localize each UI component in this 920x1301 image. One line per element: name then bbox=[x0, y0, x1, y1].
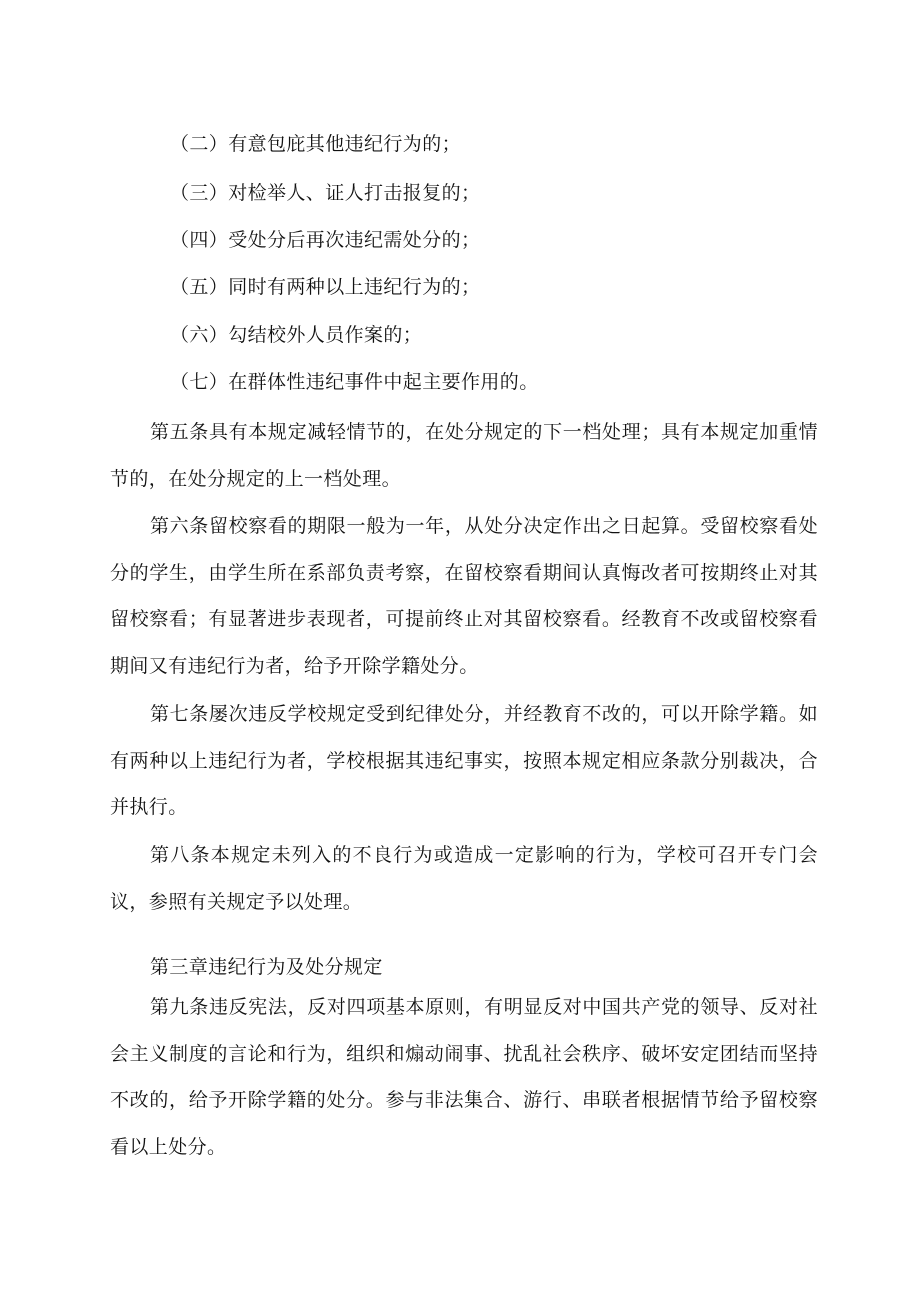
article-8-paragraph: 第八条本规定未列入的不良行为或造成一定影响的行为，学校可召开专门会议，参照有关规定予以处理。 bbox=[110, 844, 818, 913]
article-9-paragraph: 第九条违反宪法，反对四项基本原则，有明显反对中国共产党的领导、反对社会主义制度的言论和行为，组织和煽动闹事、扰乱社会秩序、破坏安定团结而坚持不改的，给予开除学籍的处分。参与非法集合、游行、串联者根据情节给予留校察看以上处分。 bbox=[110, 996, 818, 1158]
list-item: （三）对检举人、证人打击报复的； bbox=[170, 182, 481, 204]
list-item: （六）勾结校外人员作案的； bbox=[170, 324, 423, 346]
list-item: （七）在群体性违纪事件中起主要作用的。 bbox=[170, 371, 539, 393]
article-7-paragraph: 第七条屡次违反学校规定受到纪律处分，并经教育不改的，可以开除学籍。如有两种以上违纪行为者，学校根据其违纪事实，按照本规定相应条款分别裁决，合并执行。 bbox=[110, 703, 818, 818]
list-item: （二）有意包庇其他违纪行为的； bbox=[170, 133, 462, 155]
article-5-paragraph: 第五条具有本规定减轻情节的，在处分规定的下一档处理；具有本规定加重情节的，在处分规定的上一档处理。 bbox=[110, 421, 818, 490]
list-item: （四）受处分后再次违纪需处分的； bbox=[170, 229, 481, 251]
list-item: （五）同时有两种以上违纪行为的； bbox=[170, 276, 481, 298]
chapter-heading: 第三章违纪行为及处分规定 bbox=[150, 956, 383, 978]
article-6-paragraph: 第六条留校察看的期限一般为一年，从处分决定作出之日起算。受留校察看处分的学生，由学生所在系部负责考察，在留校察看期间认真悔改者可按期终止对其留校察看；有显著进步表现者，可提前终止对其留校察看。经教育不改或留校察看期间又有违纪行为者，给予开除学籍处分。 bbox=[110, 515, 818, 677]
